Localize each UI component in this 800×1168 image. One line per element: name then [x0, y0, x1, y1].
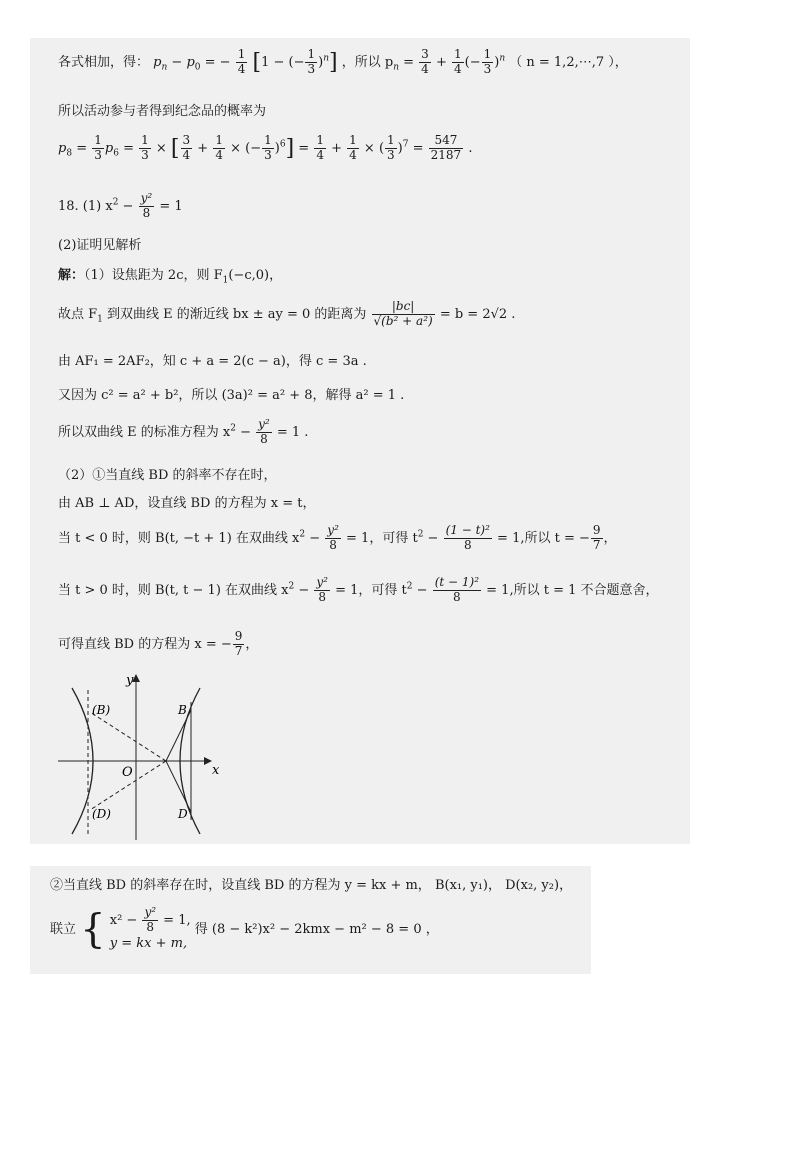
text: p — [58, 140, 67, 156]
text: = 1，可得 t — [341, 530, 418, 546]
fraction: $\frac{\text{(1 − t)²}}{8}$ — [445, 523, 490, 552]
dashed-ab — [90, 712, 166, 761]
text: 2 — [417, 529, 424, 540]
text: = − — [204, 54, 231, 70]
text: ， — [603, 530, 617, 546]
line-standard-equation — [58, 418, 308, 447]
text: 18. (1) x — [58, 198, 113, 214]
fraction: $\frac{1}{4}$ — [237, 47, 246, 76]
text: n — [161, 62, 168, 73]
text: n — [499, 53, 506, 64]
text: 2 — [288, 581, 295, 592]
text: − — [235, 424, 256, 440]
text: × — [359, 140, 379, 156]
label-origin: O — [122, 765, 133, 780]
text: ) — [397, 140, 403, 156]
line-p8-equation: $p_8$ = $\frac{1}{3}$ $p_6$ = $\frac{1}{3}$ × [ $\frac{3}{4}$ + $\frac{1}{4}$ × (− $\frac{1}{3}$ )$^6$] = $\frac{1}{4}$ + $\frac{1}{4}$ × ( $\frac{1}{3}$ )$^7$ = $\frac{547}{2187}$ . — [58, 133, 473, 162]
text: 由 AF₁ = 2AF₂，知 c + a = 2(c − a)，得 c = 3a . — [58, 354, 367, 369]
text: (2)证明见解析 — [58, 238, 142, 253]
fraction: $\frac{\text{y²}}{8}$ — [258, 417, 270, 446]
text: ②当直线 BD 的斜率存在时，设直线 BD 的方程为 y = kx + m， B(x₁, y₁)， D(x₂, y₂)， — [50, 878, 573, 893]
text: (− — [464, 54, 481, 70]
solid-ab — [166, 710, 191, 761]
text: 当 t < 0 时，则 B(t, −t + 1) 在双曲线 x — [58, 530, 300, 546]
text: （1）设焦距为 2c，则 F — [84, 268, 223, 283]
text: ) — [318, 54, 324, 70]
text: （2）①当直线 BD 的斜率不存在时， — [58, 468, 277, 483]
text: 2 — [112, 197, 119, 208]
bracket: ] — [329, 49, 338, 75]
text: 所以双曲线 E 的标准方程为 x — [58, 424, 231, 440]
x-axis-arrow — [204, 757, 212, 765]
equation-system: x² − $\frac{\text{y²}}{8}$ = 1, y = kx + m, — [109, 905, 191, 951]
line-q18-answer — [58, 192, 183, 221]
line-bd-equation — [58, 630, 258, 659]
text: 2 — [299, 529, 306, 540]
text: = — [399, 54, 419, 70]
text: 1 − (− — [261, 54, 305, 70]
line-solution-start — [58, 264, 282, 286]
bracket: ] — [285, 135, 295, 161]
text: = b = 2√2 . — [435, 306, 516, 322]
fraction: $\frac{9}{7}$ — [592, 523, 601, 552]
fraction: $\frac{1}{3}$ — [264, 133, 272, 162]
brace: { — [80, 906, 106, 953]
text: ) — [494, 54, 500, 70]
text: 6 — [279, 139, 286, 150]
text: 8 — [66, 148, 73, 159]
text: = 1,所以 t = − — [492, 530, 590, 546]
label-d-paren: (D) — [92, 807, 111, 821]
fraction: $\frac{3}{4}$ — [182, 133, 191, 162]
text: × — [225, 140, 246, 156]
line-probability-intro — [58, 100, 266, 119]
text: = — [72, 140, 92, 156]
text: × — [151, 140, 171, 156]
text: ， — [245, 636, 259, 652]
label-x: x — [212, 763, 220, 778]
fraction: $\frac{1}{4}$ — [349, 133, 357, 162]
text: 各式相加，得： — [58, 54, 150, 70]
text: 故点 F — [58, 306, 98, 322]
text: n — [323, 53, 329, 64]
text: 1 — [97, 314, 103, 325]
fraction: $\frac{1}{3}$ — [483, 47, 492, 76]
label-b: B — [178, 703, 187, 717]
text: = — [412, 140, 428, 156]
text: − — [118, 198, 138, 214]
text: 2 — [230, 423, 236, 434]
fraction: $\frac{1}{3}$ — [94, 133, 102, 162]
text: − p — [167, 54, 195, 70]
fraction: $\frac{\text{y²}}{8}$ — [316, 575, 328, 604]
text: + — [193, 140, 213, 156]
line-case1 — [58, 464, 277, 483]
fraction: $\frac{1}{4}$ — [215, 133, 223, 162]
text: 到双曲线 E 的渐近线 bx ± ay = 0 的距离为 — [102, 306, 367, 322]
line-distance — [58, 300, 515, 329]
label-d: D — [178, 807, 188, 821]
hyperbola-figure — [54, 670, 224, 842]
fraction: $\frac{547}{2187}$ — [430, 133, 462, 162]
text: 当 t > 0 时，则 B(t, t − 1) 在双曲线 x — [58, 582, 289, 598]
bracket: [ — [170, 135, 180, 161]
text: (− — [245, 140, 262, 156]
fraction: $\frac{1}{4}$ — [316, 133, 324, 162]
line-perpendicular — [58, 492, 315, 511]
fraction: $\frac{1}{3}$ — [307, 47, 316, 76]
text: = 1 — [155, 198, 183, 214]
line-af-relation — [58, 350, 367, 369]
line-sum-equation — [58, 48, 628, 77]
text: 得 (8 − k²)x² − 2kmx − m² − 8 = 0 ， — [194, 922, 439, 938]
fraction: $\frac{\text{y²}}{8}$ — [140, 191, 153, 220]
line-t-negative — [58, 524, 617, 553]
text: − — [412, 582, 432, 598]
text: 可得直线 BD 的方程为 x = − — [58, 636, 232, 652]
line-t-positive — [58, 576, 659, 605]
fraction: $\frac{9}{7}$ — [234, 629, 243, 658]
fraction: $\frac{3}{4}$ — [421, 47, 429, 76]
text: (−c,0)， — [228, 268, 283, 283]
fraction: $\frac{\text{(t − 1)²}}{8}$ — [434, 575, 480, 604]
text: ) — [274, 140, 280, 156]
text: + — [431, 54, 451, 70]
fraction: $\frac{|bc|}{\text{√(b² + a²)}}$ — [373, 299, 433, 328]
text: ，所以 p — [341, 54, 394, 70]
text: = — [298, 140, 314, 156]
text: 解： — [58, 268, 85, 283]
line-part2-answer — [58, 234, 141, 253]
text: 0 — [194, 62, 201, 73]
text: （ n = 1,2,⋯,7 ）， — [509, 54, 628, 70]
fraction: $\frac{\text{y²}}{8}$ — [144, 905, 157, 934]
solution-panel-top — [30, 38, 690, 844]
fraction: $\frac{\text{y²}}{8}$ — [327, 523, 339, 552]
text: p — [104, 140, 114, 156]
text: = — [118, 140, 139, 156]
text: 又因为 c² = a² + b²，所以 (3a)² = a² + 8，解得 a² = 1 . — [58, 388, 405, 403]
text: 所以活动参与者得到纪念品的概率为 — [58, 104, 267, 119]
text: − — [423, 530, 443, 546]
text: . — [464, 140, 473, 156]
line-simultaneous — [50, 906, 439, 953]
label-b-paren: (B) — [92, 703, 111, 717]
solid-ad — [166, 761, 191, 812]
line-case2 — [50, 874, 572, 893]
text: = 1 . — [272, 424, 309, 440]
fraction: $\frac{1}{3}$ — [141, 133, 149, 162]
bracket: [ — [252, 49, 262, 75]
text: 联立 — [50, 922, 77, 938]
line-solve-a — [58, 384, 404, 403]
text: p — [153, 54, 162, 70]
text: − — [305, 530, 325, 546]
text: + — [326, 140, 347, 156]
label-y: y — [126, 673, 134, 688]
text: − — [294, 582, 314, 598]
text: 2 — [406, 581, 413, 592]
fraction: $\frac{1}{4}$ — [453, 47, 462, 76]
text: = 1，可得 t — [330, 582, 407, 598]
text: 1 — [222, 275, 229, 286]
text: 由 AB ⊥ AD，设直线 BD 的方程为 x = t， — [58, 496, 316, 511]
fraction: $\frac{1}{3}$ — [387, 133, 395, 162]
text: n — [393, 62, 399, 73]
text: 6 — [113, 148, 119, 159]
text: = 1,所以 t = 1 不合题意舍， — [482, 582, 659, 598]
text: 7 — [402, 139, 409, 150]
solution-panel-bottom — [30, 866, 591, 974]
